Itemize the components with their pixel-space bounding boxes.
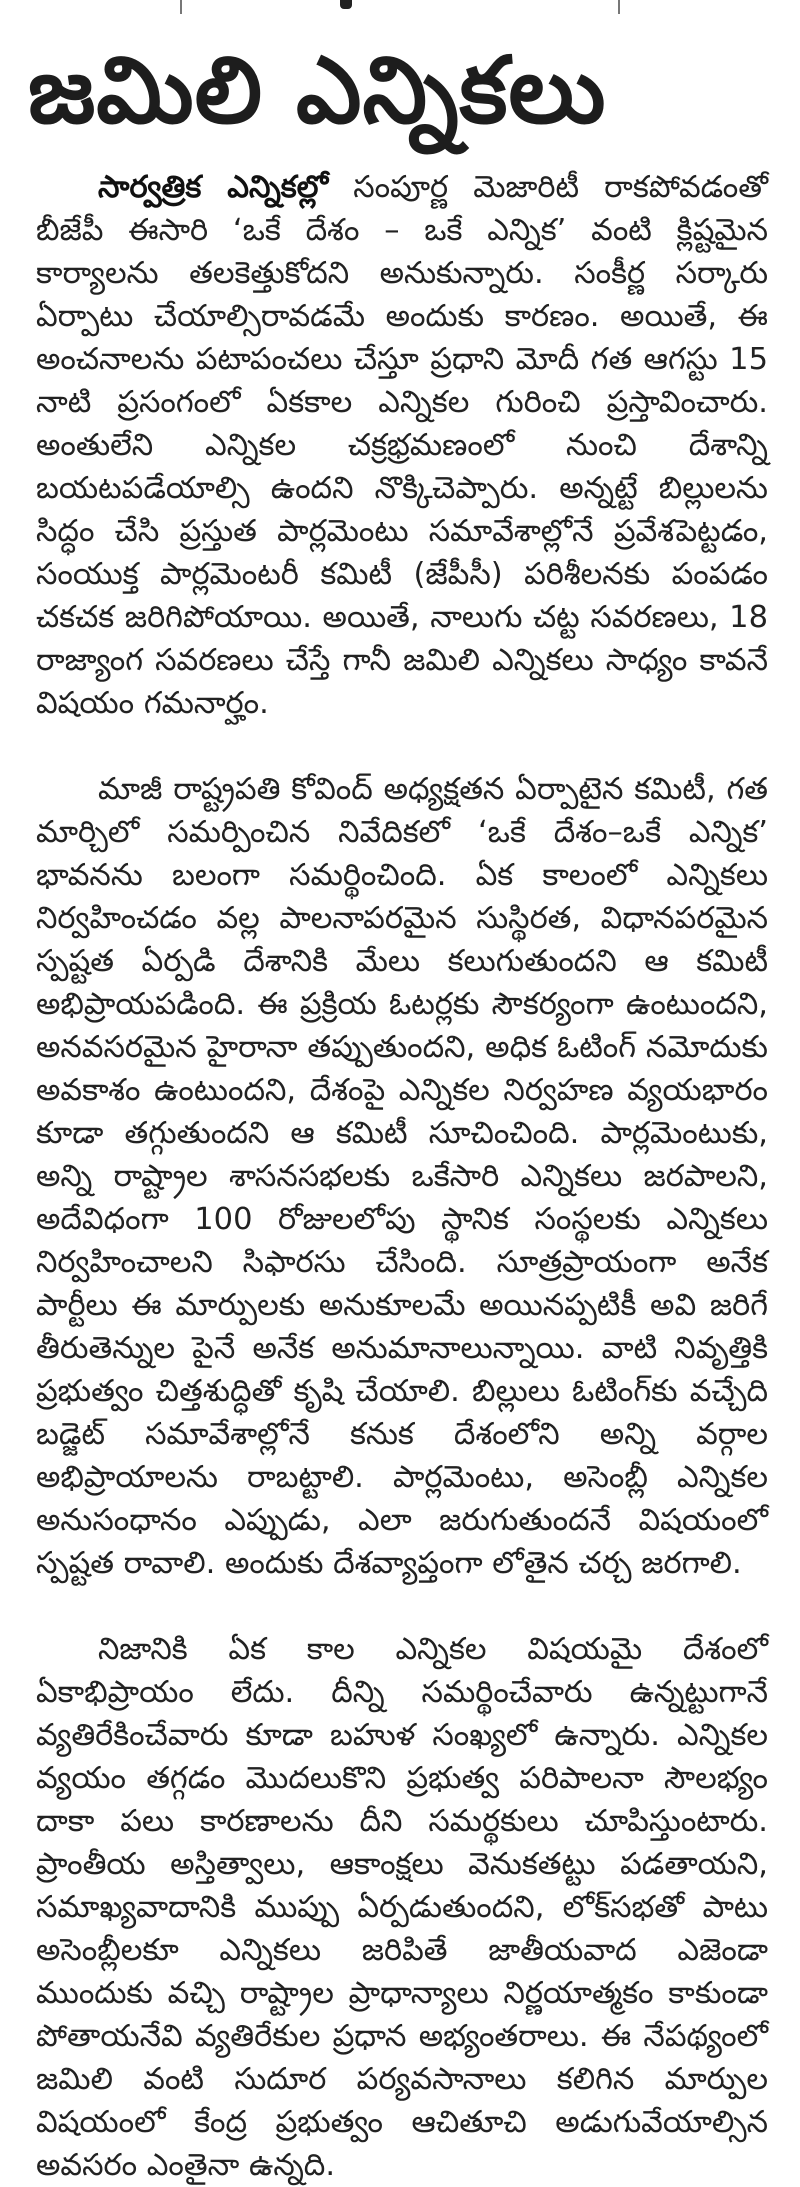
top-column-rule [180,0,620,14]
column-rule-right [618,0,620,14]
section-marker [340,0,352,9]
column-rule-left [180,0,182,14]
article-body [36,166,768,2187]
lead-in: సార్వత్రిక ఎన్నికల్లో [98,170,329,205]
headline: జమిలి ఎన్నికలు [28,37,607,144]
paragraph-1 [36,166,768,725]
paragraph-3: నిజానికి ఏక కాల ఎన్నికల విషయమై దేశంలో ఏకాభిప్రాయం లేదు. దీన్ని సమర్థించేవారు ఉన్నట్టుగానే వ్యతిరేకించేవారు కూడా బహుళ సంఖ్యలో ఉన్నారు. ఎన్నికల వ్యయం తగ్గడం మొదలుకొని ప్రభుత్వ పరిపాలనా సౌలభ్యం దాకా పలు కారణాలను దీని సమర్థకులు చూపిస్తుంటారు. ప్రాంతీయ అస్తిత్వాలు, ఆకాంక్షలు వెనుకతట్టు పడతాయని, సమాఖ్యవాదానికి ముప్పు ఏర్పడుతుందని, లోక్‌సభతో పాటు అసెంబ్లీలకూ ఎన్నికలు జరిపితే జాతీయవాద ఎజెండా ముందుకు వచ్చి రాష్ట్రాల ప్రాధాన్యాలు నిర్ణయాత్మకం కాకుండా పోతాయనేవి వ్యతిరేకుల ప్రధాన అభ్యంతరాలు. ఈ నేపథ్యంలో జమిలి వంటి సుదూర పర్యవసానాలు కలిగిన మార్పుల విషయంలో కేంద్ర ప్రభుత్వం ఆచితూచి అడుగువేయాల్సిన అవసరం ఎంతైనా ఉన్నది. [36,1632,768,2183]
paragraph-1-text: సంపూర్ణ మెజారిటీ రాకపోవడంతో బీజేపీ ఈసారి ‘ఒకే దేశం – ఒకే ఎన్నిక’ వంటి క్లిష్టమైన కార్యాలను తలకెత్తుకోదని అనుకున్నారు. సంకీర్ణ సర్కారు ఏర్పాటు చేయాల్సిరావడమే అందుకు కారణం. అయితే, ఈ అంచనాలను పటాపంచలు చేస్తూ ప్రధాని మోదీ గత ఆగస్టు 15 నాటి ప్రసంగంలో ఏకకాల ఎన్నికల గురించి ప్రస్తావించారు. అంతులేని ఎన్నికల చక్రభ్రమణంలో నుంచి దేశాన్ని బయటపడేయాల్సి ఉందని నొక్కిచెప్పారు. అన్నట్టే బిల్లులను సిద్ధం చేసి ప్రస్తుత పార్లమెంటు సమావేశాల్లోనే ప్రవేశపెట్టడం, సంయుక్త పార్లమెంటరీ కమిటీ (జేపీసీ) పరిశీలనకు పంపడం చకచక జరిగిపోయాయి. అయితే, నాలుగు చట్ట సవరణలు, 18 రాజ్యాంగ సవరణలు చేస్తే గానీ జమిలి ఎన్నికలు సాధ్యం కావనే విషయం గమనార్హం. [36,170,768,721]
paragraph-2: మాజీ రాష్ట్రపతి కోవింద్ అధ్యక్షతన ఏర్పాటైన కమిటీ, గత మార్చిలో సమర్పించిన నివేదికలో ‘ఒకే దేశం–ఒకే ఎన్నిక’ భావనను బలంగా సమర్థించింది. ఏక కాలంలో ఎన్నికలు నిర్వహించడం వల్ల పాలనాపరమైన సుస్థిరత, విధానపరమైన స్పష్టత ఏర్పడి దేశానికి మేలు కలుగుతుందని ఆ కమిటీ అభిప్రాయపడింది. ఈ ప్రక్రియ ఓటర్లకు సౌకర్యంగా ఉంటుందని, అనవసరమైన హైరానా తప్పుతుందని, అధిక ఓటింగ్ నమోదుకు అవకాశం ఉంటుందని, దేశంపై ఎన్నికల నిర్వహణ వ్యయభారం కూడా తగ్గుతుందని ఆ కమిటీ సూచించింది. పార్లమెంటుకు, అన్ని రాష్ట్రాల శాసనసభలకు ఒకేసారి ఎన్నికలు జరపాలని, అదేవిధంగా 100 రోజులలోపు స్థానిక సంస్థలకు ఎన్నికలు నిర్వహించాలని సిఫారసు చేసింది. సూత్రప్రాయంగా అనేక పార్టీలు ఈ మార్పులకు అనుకూలమే అయినప్పటికీ అవి జరిగే తీరుతెన్నుల పైనే అనేక అనుమానాలున్నాయి. వాటి నివృత్తికి ప్రభుత్వం చిత్తశుద్ధితో కృషి చేయాలి. బిల్లులు ఓటింగ్‌కు వచ్చేది బడ్జెట్ సమావేశాల్లోనే కనుక దేశంలోని అన్ని వర్గాల అభిప్రాయాలను రాబట్టాలి. పార్లమెంటు, అసెంబ్లీ ఎన్నికల అనుసంధానం ఎప్పుడు, ఎలా జరుగుతుందనే విషయంలో స్పష్టత రావాలి. అందుకు దేశవ్యాప్తంగా లోతైన చర్చ జరగాలి. [36,772,768,1581]
